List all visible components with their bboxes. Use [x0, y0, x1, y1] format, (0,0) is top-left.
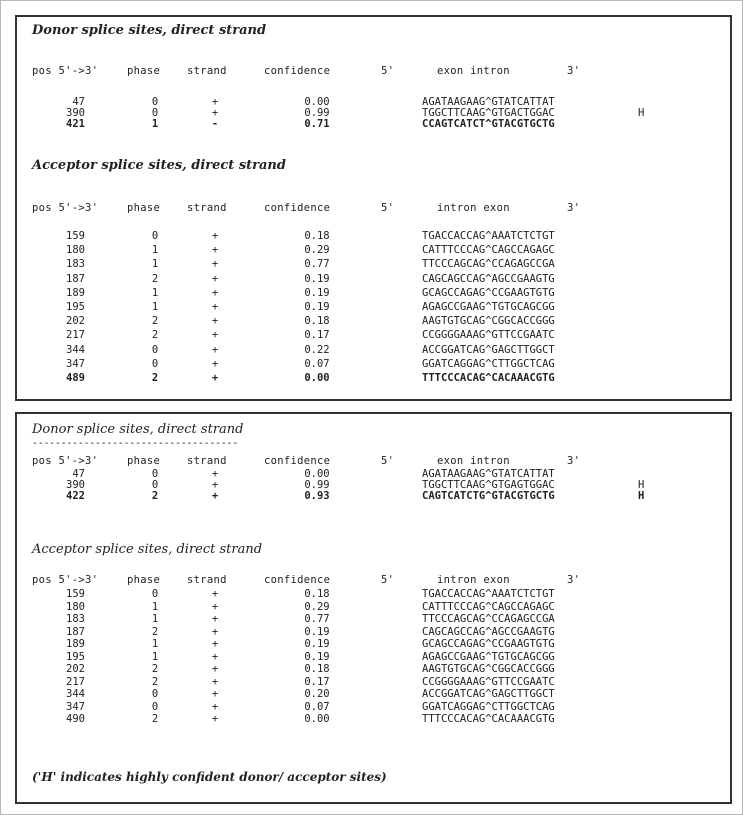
row-phase: 0: [151, 688, 159, 700]
col-header-5prime: 5': [381, 455, 395, 467]
row-strand: +: [211, 638, 219, 650]
row-pos: 189: [66, 286, 85, 299]
donor-title-bottom: Donor splice sites, direct strand: [32, 422, 244, 437]
row-sequence: CCGGGGAAAG^GTTCCGAATC: [422, 329, 555, 342]
panel-bottom: [15, 412, 732, 804]
row-phase: 2: [151, 329, 159, 342]
row-phase: 2: [151, 315, 159, 328]
row-sequence: ACCGGATCAG^GAGCTTGGCT: [422, 343, 555, 356]
acceptor-title-top: Acceptor splice sites, direct strand: [32, 158, 286, 173]
row-phase: 1: [151, 613, 159, 625]
row-pos: 422: [66, 490, 85, 502]
row-sequence: CCGGGGAAAG^GTTCCGAATC: [422, 675, 555, 688]
col-header-3prime: 3': [567, 574, 581, 586]
row-phase: 2: [151, 272, 159, 285]
row-sequence: AGATAAGAAG^GTATCATTAT: [422, 96, 555, 108]
row-pos: 347: [66, 357, 85, 370]
col-header-sequence: exon intron: [437, 65, 510, 77]
row-confidence: 0.00: [304, 468, 330, 480]
donor-title-top: Donor splice sites, direct strand: [32, 23, 267, 38]
row-sequence: TTTCCCACAG^CACAAACGTG: [422, 372, 555, 384]
row-confidence: 0.99: [304, 107, 330, 119]
row-strand: +: [211, 329, 219, 342]
row-phase: 0: [151, 588, 159, 600]
col-header-sequence: exon intron: [437, 455, 510, 467]
row-pos: 183: [66, 613, 85, 625]
row-confidence: 0.29: [304, 244, 330, 257]
row-pos: 159: [66, 230, 85, 242]
row-strand: +: [211, 107, 219, 119]
row-phase: 0: [151, 357, 159, 370]
row-phase: 0: [151, 700, 159, 713]
row-phase: 0: [151, 230, 159, 242]
col-header-strand: strand: [187, 455, 227, 467]
row-strand: +: [211, 663, 219, 675]
row-confidence: 0.18: [304, 663, 330, 675]
row-strand: +: [211, 490, 219, 502]
col-header-sequence: intron exon: [437, 574, 510, 586]
row-sequence: TGGCTTCAAG^GTGAGTGGAC: [422, 479, 555, 491]
row-pos: 202: [66, 315, 85, 328]
row-sequence: AGATAAGAAG^GTATCATTAT: [422, 468, 555, 480]
row-confidence: 0.93: [304, 490, 330, 502]
row-strand: +: [211, 343, 219, 356]
row-confidence: 0.71: [304, 118, 330, 130]
row-pos: 202: [66, 663, 85, 675]
row-pos: 195: [66, 650, 85, 663]
col-header-confidence: confidence: [264, 202, 331, 214]
divider-rule: ------------------------------------: [32, 438, 238, 449]
row-confidence: 0.18: [304, 315, 330, 328]
row-sequence: AGAGCCGAAG^TGTGCAGCGG: [422, 650, 555, 663]
col-header-3prime: 3': [567, 202, 581, 214]
row-phase: 2: [151, 675, 159, 688]
row-sequence: TGGCTTCAAG^GTGACTGGAC: [422, 107, 555, 119]
row-pos: 180: [66, 244, 85, 257]
row-strand: +: [211, 286, 219, 299]
row-strand: +: [211, 588, 219, 600]
row-pos: 390: [66, 479, 85, 491]
row-strand: +: [211, 372, 219, 384]
row-strand: +: [211, 613, 219, 625]
row-strand: +: [211, 258, 219, 271]
row-confidence: 0.77: [304, 258, 330, 271]
panel-top: [15, 15, 732, 401]
row-sequence: CATTTCCCAG^CAGCCAGAGC: [422, 600, 555, 613]
row-strand: +: [211, 244, 219, 257]
row-strand: +: [211, 688, 219, 700]
row-phase: 0: [151, 479, 159, 491]
row-confidence: 0.29: [304, 600, 330, 613]
row-flag: H: [638, 479, 645, 491]
row-confidence: 0.19: [304, 625, 330, 638]
row-confidence: 0.00: [304, 372, 330, 384]
row-pos: 344: [66, 343, 85, 356]
row-flag: H: [638, 490, 645, 502]
row-confidence: 0.18: [304, 230, 330, 242]
row-pos: 195: [66, 301, 85, 313]
row-pos: 390: [66, 107, 85, 119]
row-pos: 183: [66, 258, 85, 271]
col-header-pos: pos 5'->3': [32, 202, 99, 214]
row-strand: +: [211, 479, 219, 491]
col-header-strand: strand: [187, 65, 227, 77]
row-pos: 189: [66, 638, 85, 650]
row-phase: 2: [151, 713, 159, 725]
row-confidence: 0.07: [304, 700, 330, 713]
row-pos: 180: [66, 600, 85, 613]
row-phase: 0: [151, 96, 159, 108]
row-confidence: 0.17: [304, 675, 330, 688]
row-phase: 1: [151, 118, 159, 130]
col-header-5prime: 5': [381, 202, 395, 214]
row-phase: 2: [151, 372, 159, 384]
row-sequence: CAGTCATCTG^GTACGTGCTG: [422, 490, 555, 502]
row-sequence: GGATCAGGAG^CTTGGCTCAG: [422, 357, 555, 370]
col-header-sequence: intron exon: [437, 202, 510, 214]
row-phase: 1: [151, 600, 159, 613]
col-header-phase: phase: [127, 455, 161, 467]
col-header-pos: pos 5'->3': [32, 65, 99, 77]
row-confidence: 0.17: [304, 329, 330, 342]
row-strand: +: [211, 713, 219, 725]
row-phase: 1: [151, 244, 159, 257]
row-confidence: 0.77: [304, 613, 330, 625]
row-sequence: TTCCCAGCAG^CCAGAGCCGA: [422, 613, 555, 625]
row-sequence: GCAGCCAGAG^CCGAAGTGTG: [422, 638, 555, 650]
row-strand: +: [211, 96, 219, 108]
row-sequence: GCAGCCAGAG^CCGAAGTGTG: [422, 286, 555, 299]
row-phase: 2: [151, 625, 159, 638]
row-pos: 347: [66, 700, 85, 713]
row-sequence: TTCCCAGCAG^CCAGAGCCGA: [422, 258, 555, 271]
row-confidence: 0.00: [304, 713, 330, 725]
row-pos: 217: [66, 675, 85, 688]
col-header-pos: pos 5'->3': [32, 574, 99, 586]
row-sequence: GGATCAGGAG^CTTGGCTCAG: [422, 700, 555, 713]
row-sequence: CCAGTCATCT^GTACGTGCTG: [422, 118, 555, 130]
row-pos: 187: [66, 272, 85, 285]
row-phase: 1: [151, 638, 159, 650]
row-sequence: CATTTCCCAG^CAGCCAGAGC: [422, 244, 555, 257]
row-confidence: 0.00: [304, 96, 330, 108]
row-sequence: CAGCAGCCAG^AGCCGAAGTG: [422, 625, 555, 638]
col-header-confidence: confidence: [264, 455, 331, 467]
row-sequence: TGACCACCAG^AAATCTCTGT: [422, 588, 555, 600]
row-strand: +: [211, 600, 219, 613]
row-strand: +: [211, 230, 219, 242]
row-phase: 2: [151, 490, 159, 502]
row-confidence: 0.22: [304, 343, 330, 356]
col-header-pos: pos 5'->3': [32, 455, 99, 467]
col-header-phase: phase: [127, 202, 161, 214]
row-strand: +: [211, 700, 219, 713]
row-confidence: 0.99: [304, 479, 330, 491]
col-header-strand: strand: [187, 202, 227, 214]
row-phase: 1: [151, 650, 159, 663]
row-strand: +: [211, 625, 219, 638]
row-phase: 1: [151, 301, 159, 313]
row-confidence: 0.19: [304, 286, 330, 299]
row-sequence: AAGTGTGCAG^CGGCACCGGG: [422, 315, 555, 328]
row-pos: 489: [66, 372, 85, 384]
row-strand: -: [211, 118, 219, 130]
row-confidence: 0.19: [304, 301, 330, 313]
row-confidence: 0.07: [304, 357, 330, 370]
row-pos: 217: [66, 329, 85, 342]
row-sequence: ACCGGATCAG^GAGCTTGGCT: [422, 688, 555, 700]
col-header-confidence: confidence: [264, 574, 331, 586]
row-sequence: AGAGCCGAAG^TGTGCAGCGG: [422, 301, 555, 313]
row-strand: +: [211, 315, 219, 328]
row-confidence: 0.19: [304, 650, 330, 663]
row-phase: 0: [151, 343, 159, 356]
row-sequence: TGACCACCAG^AAATCTCTGT: [422, 230, 555, 242]
row-confidence: 0.19: [304, 638, 330, 650]
row-strand: +: [211, 357, 219, 370]
row-phase: 2: [151, 663, 159, 675]
col-header-strand: strand: [187, 574, 227, 586]
row-strand: +: [211, 675, 219, 688]
row-pos: 159: [66, 588, 85, 600]
row-phase: 0: [151, 468, 159, 480]
row-strand: +: [211, 468, 219, 480]
col-header-5prime: 5': [381, 65, 395, 77]
row-confidence: 0.19: [304, 272, 330, 285]
row-confidence: 0.20: [304, 688, 330, 700]
row-phase: 1: [151, 286, 159, 299]
row-pos: 187: [66, 625, 85, 638]
col-header-3prime: 3': [567, 455, 581, 467]
col-header-phase: phase: [127, 574, 161, 586]
row-pos: 490: [66, 713, 85, 725]
col-header-3prime: 3': [567, 65, 581, 77]
row-pos: 421: [66, 118, 85, 130]
row-strand: +: [211, 272, 219, 285]
row-sequence: CAGCAGCCAG^AGCCGAAGTG: [422, 272, 555, 285]
col-header-confidence: confidence: [264, 65, 331, 77]
col-header-phase: phase: [127, 65, 161, 77]
legend-note: ('H' indicates highly confident donor/ acceptor sites): [32, 770, 387, 784]
row-flag: H: [638, 107, 645, 119]
row-strand: +: [211, 301, 219, 313]
row-pos: 344: [66, 688, 85, 700]
row-strand: +: [211, 650, 219, 663]
row-confidence: 0.18: [304, 588, 330, 600]
acceptor-title-bottom: Acceptor splice sites, direct strand: [32, 542, 263, 557]
row-sequence: AAGTGTGCAG^CGGCACCGGG: [422, 663, 555, 675]
row-phase: 1: [151, 258, 159, 271]
row-pos: 47: [72, 96, 85, 108]
row-sequence: TTTCCCACAG^CACAAACGTG: [422, 713, 555, 725]
row-pos: 47: [72, 468, 85, 480]
row-phase: 0: [151, 107, 159, 119]
col-header-5prime: 5': [381, 574, 395, 586]
